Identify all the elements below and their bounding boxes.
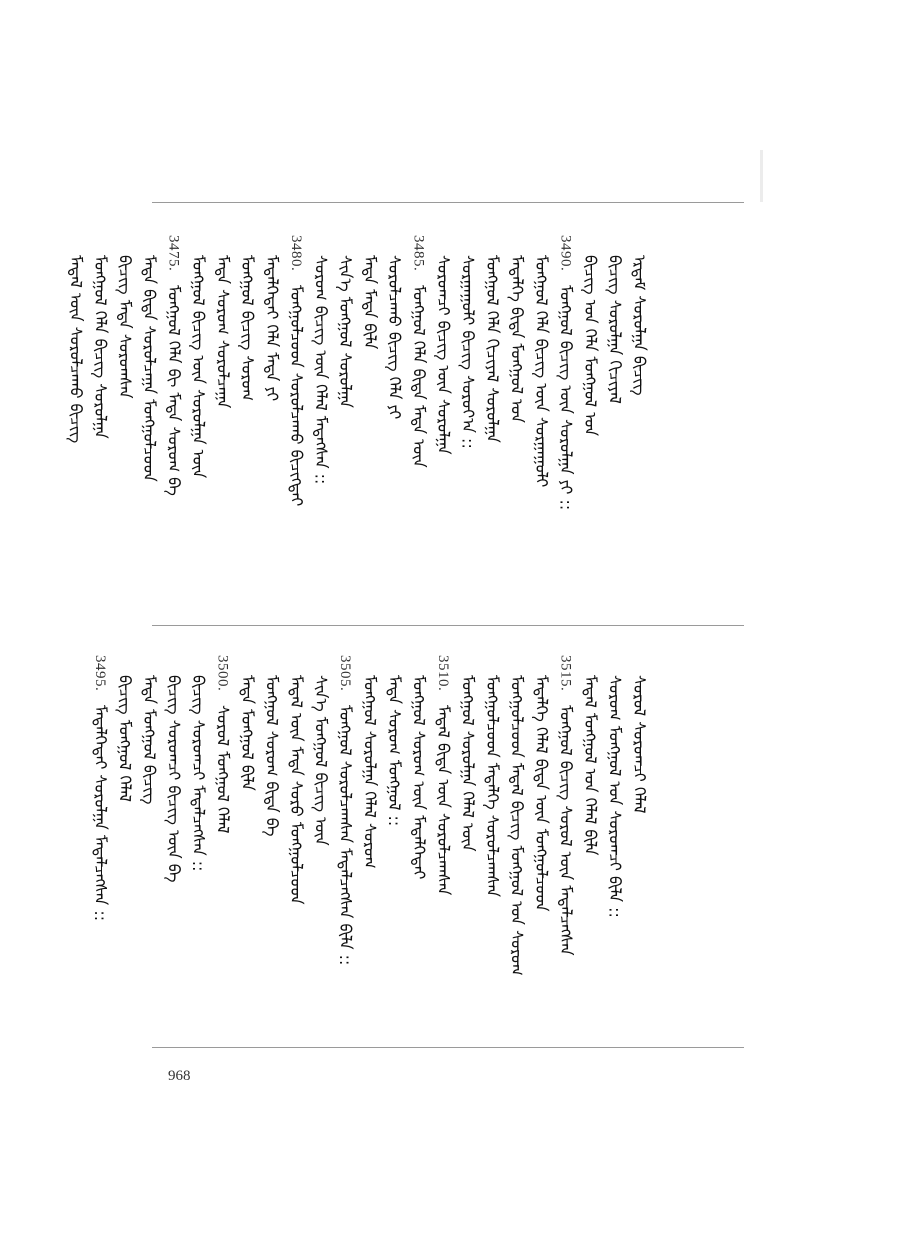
- verse-line: ᠮᠣᠩᠭᠣᠯ ᠰᠤᠷᠤᠭ ᠪᠢᠳᠡ ᠪᠠ: [262, 675, 282, 837]
- line-number: 3485.: [410, 235, 427, 272]
- verse-line: ᠮᠡᠳᠡᠯ ᠪᠢᠳᠡ ᠦᠨ ᠰᠤᠷᠤᠯᠴᠠᠭᠰᠠᠨ: [434, 705, 453, 896]
- verse-line: ᠮᠡᠳᠡ ᠰᠤᠷᠤᠭ ᠮᠣᠩᠭᠣᠯ ::: [385, 675, 404, 827]
- line-number: 3515.: [557, 655, 574, 692]
- verse-line: ᠮᠡᠳᠡ ᠪᠢᠳᠡ ᠰᠤᠷᠤᠯᠴᠠᠭᠠ ᠮᠣᠩᠭᠣᠯᠴᠤᠳ: [140, 255, 159, 482]
- verse-line: ᠮᠡᠳᠡ ᠮᠣᠩᠭᠣᠯ ᠪᠢᠯᠡ: [238, 675, 257, 791]
- verse-line: ᠮᠡᠳᠡ ᠮᠣᠩᠭᠣᠯ ᠪᠢᠴᠢᠭ: [140, 675, 159, 805]
- verse-line: ᠰᠤᠷᠤᠭ ᠮᠣᠩᠭᠣᠯ ᠤᠨ ᠰᠤᠷᠤᠭᠴᠢ ᠪᠢᠯᠡ ::: [605, 675, 625, 918]
- middle-rule: [152, 625, 744, 626]
- line-number: 3500.: [214, 655, 231, 692]
- verse-line: ᠮᠣᠩᠭᠣᠯ ᠪᠢᠴᠢᠭ ᠰᠤᠷᠤᠭ: [238, 255, 257, 402]
- verse-line: ᠮᠣᠩᠭᠣᠯ ᠬᠡᠯᠡ ᠪᠢᠴᠢᠭ ᠦᠨ ᠰᠤᠷᠭᠠᠭᠤᠯᠢ: [532, 255, 551, 488]
- verse-line: ᠰᠢᠨ᠎ᠡ ᠮᠣᠩᠭᠣᠯ ᠰᠤᠷᠤᠯᠭᠠ: [336, 255, 355, 408]
- verse-line: ᠮᠡᠳᠡᠯ ᠮᠣᠩᠭᠣᠯ ᠤᠨ ᠬᠡᠯᠡᠯ ᠪᠢᠯᠡ: [581, 675, 600, 856]
- verse-line: ᠮᠣᠩᠭᠣᠯ ᠰᠤᠷᠤᠯᠭᠠ ᠬᠡᠯᠡᠯ ᠦᠨ: [458, 675, 478, 852]
- verse-line: ᠮᠡᠳᠡ ᠮᠡᠳᠡ ᠪᠢᠯᠡ: [360, 255, 380, 350]
- line-number: 3495.: [92, 655, 108, 692]
- verse-line: ᠮᠣᠩᠭᠣᠯᠴᠤᠳ ᠮᠡᠳᠡᠯ ᠪᠢᠴᠢᠭ ᠮᠣᠩᠭᠣᠯ ᠤᠨ ᠰᠤᠷᠤᠭ: [507, 675, 527, 976]
- verse-line: ᠮᠣᠩᠭᠣᠯ ᠰᠤᠷᠤᠯᠭᠠ ᠬᠡᠯᠡᠯ ᠰᠤᠷᠤᠭ: [360, 675, 380, 869]
- verse-line: ᠮᠣᠩᠭᠣᠯ ᠬᠡᠯᠡ ᠬᠢᠴᠢᠶᠡᠯ ᠰᠤᠷᠤᠯᠭᠠ: [483, 255, 502, 443]
- verse-line: ᠮᠡᠳᠡᠯᠭᠡ ᠬᠡᠯᠡᠯ ᠪᠢᠳᠡ ᠦᠨ ᠮᠣᠩᠭᠣᠯᠴᠤᠳ: [532, 675, 551, 912]
- verse-line: ᠰᠤᠷᠤᠭᠴᠢ ᠪᠢᠴᠢᠭ ᠦᠨ ᠰᠤᠷᠤᠯᠭᠠ: [434, 255, 453, 455]
- verse-line: ᠮᠡᠳᠡ ᠰᠤᠷᠤᠭ ᠰᠤᠷᠤᠯᠴᠠᠭᠠ: [213, 255, 233, 409]
- verse-line: ᠮᠣᠩᠭᠣᠯᠴᠤᠳ ᠮᠡᠳᠡᠯᠭᠡ ᠰᠤᠷᠤᠯᠴᠠᠭᠰᠠᠨ: [483, 675, 502, 898]
- line-number: 3475.: [165, 235, 182, 272]
- verse-line: ᠮᠣᠩᠭᠣᠯᠴᠤᠳ ᠰᠤᠷᠤᠯᠴᠠᠬᠤ ᠪᠢᠴᠢᠭᠲᠡᠢ: [287, 285, 306, 507]
- verse-line: ᠰᠤᠷᠤᠯ ᠰᠤᠷᠤᠭᠴᠢ ᠬᠡᠯᠡᠯ: [630, 675, 649, 814]
- scan-edge-mark: [760, 150, 763, 202]
- verse-line: ᠪᠢᠴᠢᠭ ᠮᠡᠳᠡ ᠰᠤᠷᠤᠭᠰᠠᠨ: [115, 255, 135, 399]
- verse-line: ᠰᠤᠷᠤᠯᠴᠠᠬᠤ ᠪᠢᠴᠢᠭ ᠬᠡᠯᠡ ᠶᠢ: [385, 255, 404, 420]
- bottom-rule: [152, 1047, 744, 1048]
- top-rule: [152, 202, 744, 203]
- verse-line: ᠮᠣᠩᠭᠣᠯ ᠪᠢᠴᠢᠭ ᠰᠤᠷᠤᠯ ᠦᠨ ᠮᠡᠳᠡᠯᠴᠡᠭᠰᠡᠨ: [556, 705, 576, 956]
- verse-line: ᠪᠢᠴᠢᠭ ᠰᠤᠷᠤᠯᠭᠠ ᠬᠢᠴᠢᠶᠡᠯ: [605, 255, 625, 404]
- verse-line: ᠰᠤᠷᠤᠯ ᠮᠣᠩᠭᠣᠯ ᠬᠡᠯᠡᠯ: [213, 705, 233, 834]
- verse-line: ᠡᠷᠳᠡᠮ ᠰᠤᠷᠤᠯᠭᠠ ᠪᠢᠴᠢᠭ: [630, 255, 649, 396]
- verse-line: ᠮᠣᠩᠭᠣᠯ ᠪᠢᠴᠢᠭ ᠦᠨ ᠰᠤᠷᠤᠯᠭᠠ ᠶᠢ ::: [556, 285, 576, 511]
- line-number: 3510.: [435, 655, 451, 692]
- verse-line: ᠪᠢᠴᠢᠭ ᠤᠨ ᠬᠡᠯᠡ ᠮᠣᠩᠭᠣᠯ ᠤᠨ: [581, 255, 600, 437]
- lower-text-block: [91, 655, 745, 1035]
- verse-line: ᠮᠣᠩᠭᠣᠯ ᠬᠡᠯᠡ ᠪᠢᠴᠢᠭ ᠰᠤᠷᠤᠯᠭᠠ: [91, 255, 110, 439]
- line-number: 3505.: [337, 655, 353, 692]
- verse-line: ᠮᠡᠳᠡᠯ ᠦᠨ ᠮᠡᠳᠡ ᠰᠤᠷᠤ ᠮᠣᠩᠭᠣᠯᠴᠤᠳ: [287, 675, 306, 905]
- verse-line: ᠮᠣᠩᠭᠣᠯ ᠰᠤᠷᠤᠯᠴᠠᠭᠰᠠᠨ ᠮᠡᠳᠡᠯᠴᠡᠭᠰᠡᠨ ᠪᠢᠯᠡ ::: [336, 705, 355, 966]
- verse-line: ᠮᠣᠩᠭᠣᠯ ᠬᠡᠯᠡ ᠪᠢᠳᠡ ᠮᠡᠳᠡ ᠦᠨ: [409, 285, 429, 468]
- verse-line: ᠰᠤᠷᠭᠠᠭᠤᠯᠢ ᠪᠢᠴᠢᠭ ᠰᠤᠷᠤᠶ᠎ᠠ ::: [458, 255, 478, 449]
- verse-line: ᠮᠡᠳᠡᠯᠭᠡᠲᠡᠢ ᠬᠡᠯᠡ ᠮᠡᠳᠡ ᠶᠢ: [262, 255, 282, 402]
- verse-line: ᠮᠡᠳᠡᠯᠭᠡᠲᠡᠢ ᠰᠤᠷᠤᠯᠭᠠ ᠮᠡᠳᠡᠯᠴᠡᠭᠰᠡᠨ ::: [91, 705, 110, 922]
- page-number: 968: [168, 1068, 191, 1084]
- line-number: 3480.: [288, 235, 304, 272]
- verse-line: ᠰᠢᠨ᠎ᠡ ᠮᠣᠩᠭᠣᠯ ᠪᠢᠴᠢᠭ ᠦᠨ: [311, 675, 331, 846]
- verse-line: ᠮᠣᠩᠭᠣᠯ ᠰᠤᠷᠤᠭ ᠦᠨ ᠮᠡᠳᠡᠯᠭᠡᠲᠡᠢ: [409, 675, 429, 880]
- upper-text-block: [66, 235, 745, 620]
- line-number: 3490.: [557, 235, 574, 272]
- verse-line: ᠮᠣᠩᠭᠣᠯ ᠬᠡᠯᠡ ᠪᠢ ᠮᠡᠳᠡ ᠰᠤᠷᠤᠭ ᠪᠠ: [164, 285, 184, 496]
- verse-line: ᠮᠡᠳᠡᠯ ᠦᠨ ᠰᠤᠷᠤᠯᠴᠠᠬᠤ ᠪᠢᠴᠢᠭ: [66, 255, 86, 444]
- verse-line: ᠮᠣᠩᠭᠣᠯ ᠪᠢᠴᠢᠭ ᠦᠨ ᠰᠤᠷᠤᠯᠭᠠ ᠦᠨ: [189, 255, 208, 479]
- verse-line: ᠰᠤᠷᠤᠭ ᠪᠢᠴᠢᠭ ᠦᠨ ᠬᠡᠯᠡᠯ ᠮᠡᠳᠡᠭᠰᠡᠨ ::: [311, 255, 331, 485]
- verse-line: ᠪᠢᠴᠢᠭ ᠮᠣᠩᠭᠣᠯ ᠬᠡᠯᠡᠯ: [115, 675, 135, 803]
- verse-line: ᠮᠡᠳᠡᠯᠭᠡ ᠪᠢᠳᠡ ᠮᠣᠩᠭᠣᠯ ᠤᠨ: [507, 255, 527, 423]
- verse-line: ᠪᠢᠴᠢᠭ ᠰᠤᠷᠤᠭᠴᠢ ᠮᠡᠳᠡᠯᠴᠡᠭᠰᠡᠨ ::: [189, 675, 208, 872]
- verse-line: ᠪᠢᠴᠢᠭ ᠰᠤᠷᠤᠭᠴᠢ ᠪᠢᠴᠢᠭ ᠦᠨ ᠪᠠ: [164, 675, 184, 883]
